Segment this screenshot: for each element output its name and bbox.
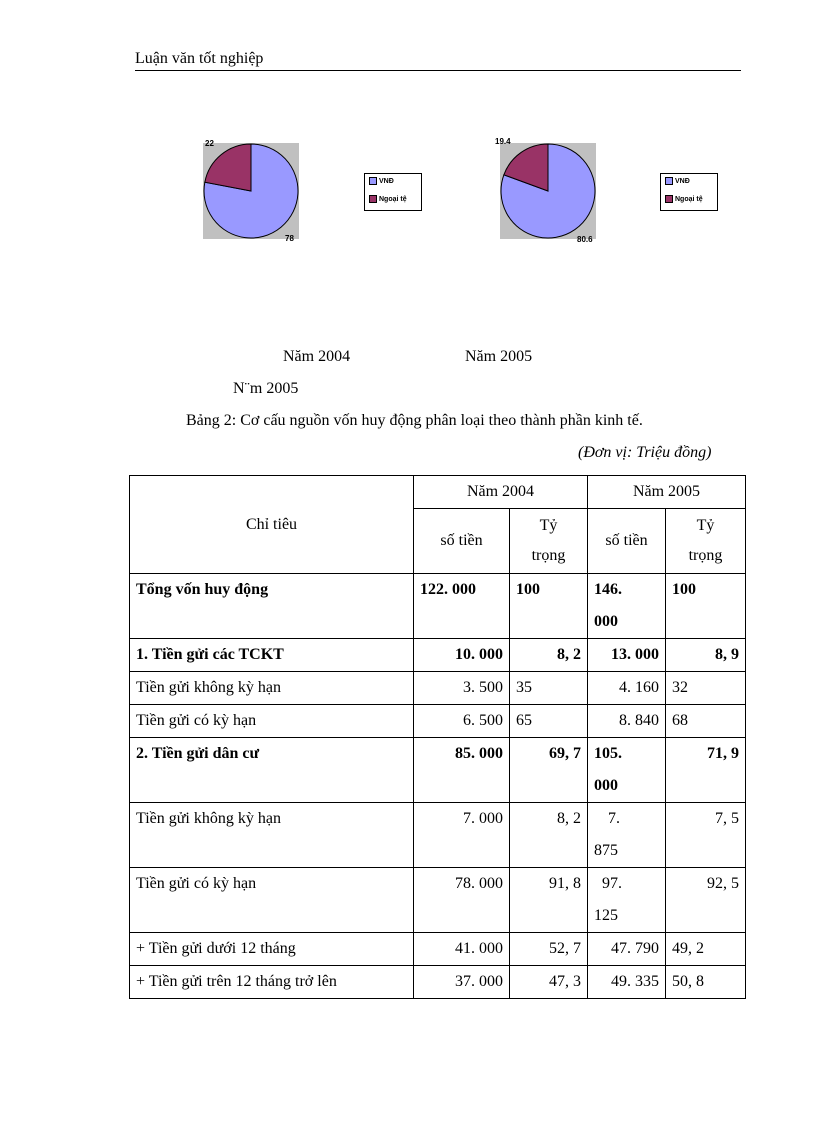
legend-label-vnd: VNĐ (675, 178, 690, 185)
legend-swatch-vnd (369, 177, 377, 185)
table-row (130, 705, 746, 738)
row-ratio-2005: 49, 2 (666, 933, 746, 966)
pie-label-ngoai-te-2005: 19.4 (495, 137, 511, 146)
legend-label-ngoai-te: Ngoại tệ (379, 196, 407, 203)
ratio-line1: Tỷ (539, 517, 558, 534)
ratio-line2: trọng (688, 547, 723, 564)
row-ratio-2004: 65 (510, 705, 588, 738)
header-divider (135, 70, 741, 71)
legend-2004 (364, 173, 422, 211)
row-ratio-2005: 8, 9 (666, 639, 746, 672)
table-row (130, 639, 746, 672)
row-amount-2004: 10. 000 (414, 639, 510, 672)
row-ratio-2005: 92, 5 (666, 868, 746, 933)
amount-line1: 7. (608, 810, 620, 827)
table-row (130, 574, 746, 639)
legend-label-ngoai-te: Ngoại tệ (675, 196, 703, 203)
row-amount-2004: 3. 500 (414, 672, 510, 705)
legend-label-vnd: VNĐ (379, 178, 394, 185)
row-ratio-2005: 100 (666, 574, 746, 639)
caption-year-2005: Năm 2005 (465, 348, 533, 365)
row-amount-2005 (588, 574, 666, 639)
row-ratio-2005: 7, 5 (666, 803, 746, 868)
row-amount-2005: 47. 790 (588, 933, 666, 966)
table-row (130, 738, 746, 803)
table-row (130, 672, 746, 705)
header-amount-2005: số tiền (588, 509, 666, 574)
row-ratio-2004: 52, 7 (510, 933, 588, 966)
amount-line2: 875 (594, 842, 618, 859)
legend-item-vnd (369, 177, 394, 187)
row-ratio-2004: 91, 8 (510, 868, 588, 933)
row-amount-2005 (588, 868, 666, 933)
table-row (130, 803, 746, 868)
table-title: Bảng 2: Cơ cấu nguồn vốn huy động phân loại theo thành phần kinh tế. (186, 412, 643, 429)
header-ratio-2005 (666, 509, 746, 574)
row-label: 1. Tiền gửi các TCKT (130, 639, 414, 672)
pie-svg-2005 (500, 143, 596, 239)
ratio-line2: trọng (531, 547, 566, 564)
table-row (130, 966, 746, 999)
row-label: Tiền gửi không kỳ hạn (130, 672, 414, 705)
amount-line1: 97. (602, 875, 622, 892)
amount-line2: 000 (594, 777, 618, 794)
amount-line2: 125 (594, 907, 618, 924)
row-ratio-2005: 50, 8 (666, 966, 746, 999)
page-header-title: Luận văn tốt nghiệp (135, 50, 264, 67)
row-ratio-2005: 68 (666, 705, 746, 738)
legend-item-ngoai-te (369, 195, 407, 205)
pie-label-ngoai-te-2004: 22 (205, 139, 214, 148)
row-label: Tiền gửi có kỳ hạn (130, 705, 414, 738)
header-indicator: Chỉ tiêu (130, 476, 414, 574)
row-ratio-2004: 47, 3 (510, 966, 588, 999)
amount-line1: 146. (594, 581, 622, 598)
row-label: 2. Tiền gửi dân cư (130, 738, 414, 803)
row-amount-2005: 49. 335 (588, 966, 666, 999)
amount-line1: 105. (594, 745, 622, 762)
legend-item-vnd (665, 177, 690, 187)
row-amount-2004: 41. 000 (414, 933, 510, 966)
row-amount-2005: 13. 000 (588, 639, 666, 672)
header-amount-2004: số tiền (414, 509, 510, 574)
ratio-line1: Tỷ (696, 517, 715, 534)
capital-structure-table (129, 475, 746, 999)
row-label: Tiền gửi có kỳ hạn (130, 868, 414, 933)
row-label: + Tiền gửi trên 12 tháng trở lên (130, 966, 414, 999)
legend-swatch-ngoai-te (665, 195, 673, 203)
table-row (130, 933, 746, 966)
row-ratio-2004: 69, 7 (510, 738, 588, 803)
row-amount-2005: 8. 840 (588, 705, 666, 738)
row-amount-2004: 122. 000 (414, 574, 510, 639)
header-year-2005: Năm 2005 (588, 476, 746, 509)
row-amount-2004: 37. 000 (414, 966, 510, 999)
row-amount-2005: 4. 160 (588, 672, 666, 705)
row-amount-2004: 85. 000 (414, 738, 510, 803)
table-header-row (130, 476, 746, 509)
row-amount-2005 (588, 803, 666, 868)
table-unit: (Đơn vị: Triệu đồng) (578, 444, 712, 461)
legend-item-ngoai-te (665, 195, 703, 205)
row-label: Tổng vốn huy động (130, 574, 414, 639)
amount-line2: 000 (594, 613, 618, 630)
row-ratio-2005: 32 (666, 672, 746, 705)
table-row (130, 868, 746, 933)
row-amount-2005 (588, 738, 666, 803)
pie-slice-ngoai-te (205, 144, 251, 191)
header-year-2004: Năm 2004 (414, 476, 588, 509)
row-label: Tiền gửi không kỳ hạn (130, 803, 414, 868)
legend-swatch-vnd (665, 177, 673, 185)
legend-swatch-ngoai-te (369, 195, 377, 203)
pie-svg-2004 (203, 143, 299, 239)
pie-label-vnd-2005: 80.6 (577, 235, 593, 244)
pie-label-vnd-2004: 78 (285, 234, 294, 243)
row-label: + Tiền gửi dưới 12 tháng (130, 933, 414, 966)
row-ratio-2004: 35 (510, 672, 588, 705)
row-ratio-2005: 71, 9 (666, 738, 746, 803)
row-ratio-2004: 100 (510, 574, 588, 639)
caption-garbled-year: N¨m 2005 (233, 380, 299, 397)
caption-year-2004: Năm 2004 (283, 348, 351, 365)
row-amount-2004: 78. 000 (414, 868, 510, 933)
row-amount-2004: 7. 000 (414, 803, 510, 868)
header-ratio-2004 (510, 509, 588, 574)
row-ratio-2004: 8, 2 (510, 803, 588, 868)
row-ratio-2004: 8, 2 (510, 639, 588, 672)
legend-2005 (660, 173, 718, 211)
row-amount-2004: 6. 500 (414, 705, 510, 738)
